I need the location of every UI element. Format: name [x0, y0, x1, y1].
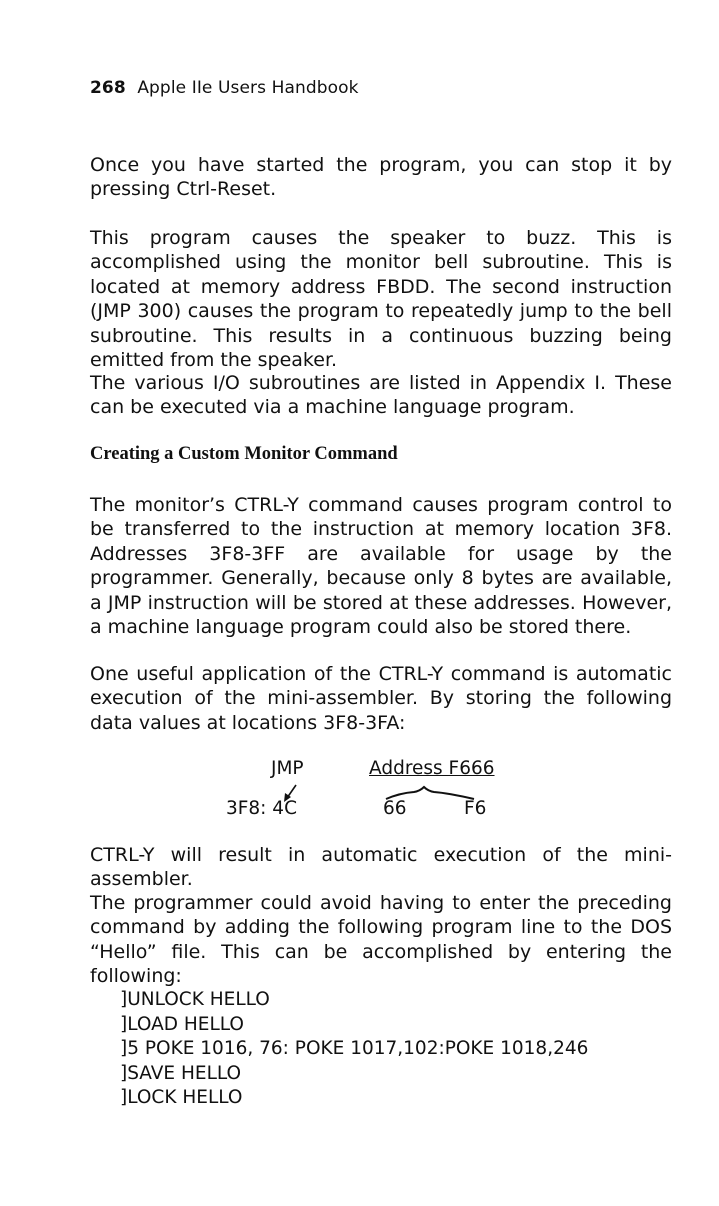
jmp-diagram [0, 758, 719, 828]
paragraph-6: CTRL-Y will result in automatic execution of the mini-assembler. [90, 844, 672, 891]
paragraph-2: This program causes the speaker to buzz. This is accomplished using the monitor bell subroutine. This is located at memory address FBDD. The second instruction (JMP 300) causes the program to repeatedly jump to the bell subroutine. This results in a continuous buzzing being emitted from the speaker. [90, 227, 672, 372]
address-label: Address F666 [369, 758, 495, 779]
code-line: ]UNLOCK HELLO [120, 989, 270, 1010]
diagram-arrows [0, 758, 719, 828]
page-number: 268 [90, 78, 126, 98]
section-heading: Creating a Custom Monitor Command [90, 444, 398, 464]
book-title: Apple IIe Users Handbook [137, 78, 359, 98]
paragraph-1: Once you have started the program, you can stop it by pressing Ctrl-Reset. [90, 154, 672, 201]
code-block [120, 988, 588, 1111]
code-line: ]SAVE HELLO [120, 1062, 242, 1084]
paragraph-5: One useful application of the CTRL-Y command is automatic execution of the mini-assembler. By storing the following data values at locations 3F8-3FA: [90, 663, 672, 734]
paragraph-7: The programmer could avoid having to enter the preceding command by adding the following program line to the DOS “Hello” file. This can be accomplished by entering the following: [90, 892, 672, 988]
paragraph-3: The various I/O subroutines are listed in Appendix I. These can be executed via a machine language program. [90, 372, 672, 419]
code-line: ]5 POKE 1016, 76: POKE 1017,102:POKE 1018,246 [120, 1038, 589, 1059]
code-line: ]LOAD HELLO [120, 1013, 244, 1035]
paragraph-4: The monitor’s CTRL-Y command causes program control to be transferred to the instruction at memory location 3F8. Addresses 3F8-3FF are available for usage by the programmer. Generally, because only 8 bytes are available, a JMP instruction will be stored at these addresses. However, a machine language program could also be stored there. [90, 494, 672, 639]
byte-high: F6 [464, 798, 487, 819]
code-line: ]LOCK HELLO [120, 1087, 243, 1108]
jmp-label: JMP [271, 758, 304, 779]
location-label: 3F8: 4C [226, 798, 297, 819]
page-header [90, 78, 359, 98]
byte-low: 66 [383, 798, 407, 819]
